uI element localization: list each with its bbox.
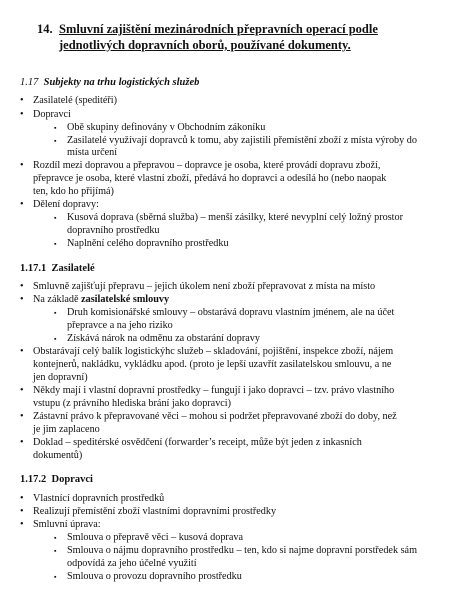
bullet-marker: •	[20, 346, 24, 357]
section-heading-1-17-1	[20, 263, 95, 274]
square-bullet-marker: ▪	[54, 547, 57, 555]
square-bullet-marker: ▪	[54, 240, 57, 248]
text-continuation: místa určení	[67, 147, 118, 158]
section-title: Dopravci	[51, 474, 93, 485]
section-heading-1-17	[20, 77, 199, 88]
bullet-marker: •	[20, 519, 24, 530]
section-number: 1.17.2	[20, 474, 47, 485]
section-heading-1-17-2	[20, 474, 93, 485]
chapter-title-line-2: jednotlivých dopravních oborů, používané dokumenty.	[59, 38, 351, 52]
text-continuation: vstupu (z právního hlediska brání jako dopravci)	[33, 398, 232, 409]
text-continuation: kontejnerů, nakládku, vykládku apod. (proto je lepší uzavřít zasilatelskou smlouvu, a ne	[33, 359, 392, 370]
text-continuation: ten, kdo ho přijímá)	[33, 186, 114, 197]
bullet-marker: •	[20, 199, 24, 210]
bullet-marker: •	[20, 437, 24, 448]
square-bullet-marker: ▪	[54, 534, 57, 542]
square-bullet-marker: ▪	[54, 137, 57, 145]
text-continuation: přepravce je osoba, které vlastní zboží, předává ho dopravci a odesílá ho (nebo naopak	[33, 173, 387, 184]
text-continuation: dopravního prostředku	[67, 225, 160, 236]
bullet-marker: •	[20, 281, 24, 292]
text-continuation: přepravce a na jeho riziko	[67, 320, 173, 331]
bullet-marker: •	[20, 294, 24, 305]
bullet-marker: •	[20, 95, 24, 106]
text-continuation: je jim zaplaceno	[33, 424, 100, 435]
text-continuation: jen dopravní)	[33, 372, 88, 383]
bullet-marker: •	[20, 109, 24, 120]
bullet-marker: •	[20, 385, 24, 396]
bullet-marker: •	[20, 411, 24, 422]
chapter-number: 14.	[37, 22, 53, 36]
section-title: Zasilatelé	[51, 263, 95, 274]
chapter-title-line-1: Smluvní zajištění mezinárodních přepravních operací podle	[59, 22, 378, 36]
square-bullet-marker: ▪	[54, 573, 57, 581]
section-number: 1.17.1	[20, 263, 47, 274]
bullet-marker: •	[20, 506, 24, 517]
bullet-marker: •	[20, 493, 24, 504]
text-continuation: dokumentů)	[33, 450, 83, 461]
bold-term: zasilatelské smlouvy	[81, 294, 170, 305]
section-number: 1.17	[20, 77, 39, 88]
section-title: Subjekty na trhu logistických služeb	[43, 77, 200, 88]
text-continuation: odpovídá za jeho účelné využití	[67, 558, 197, 569]
square-bullet-marker: ▪	[54, 335, 57, 343]
square-bullet-marker: ▪	[54, 214, 57, 222]
square-bullet-marker: ▪	[54, 124, 57, 132]
square-bullet-marker: ▪	[54, 309, 57, 317]
bullet-marker: •	[20, 160, 24, 171]
